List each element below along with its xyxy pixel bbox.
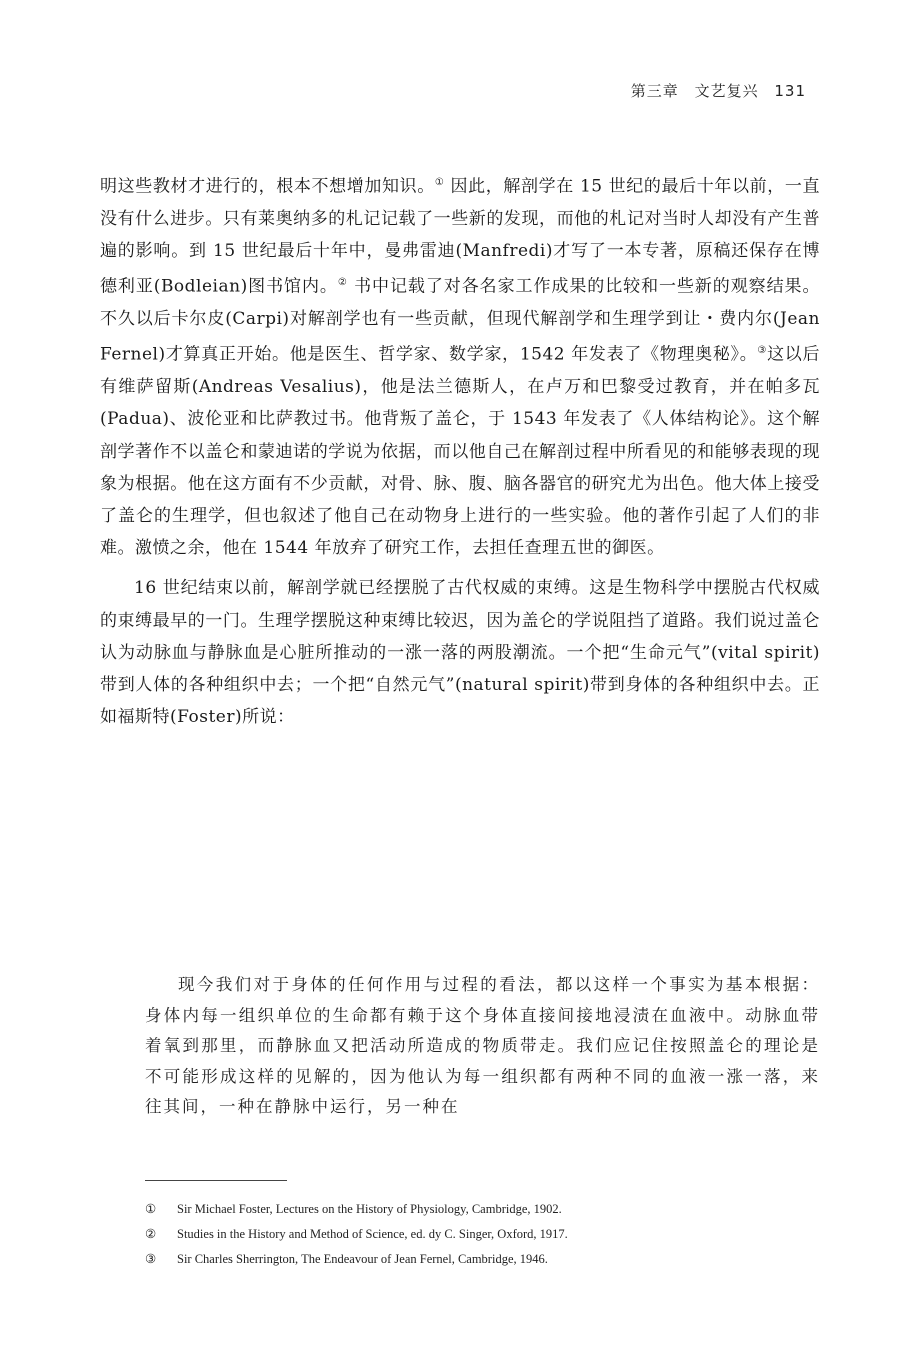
footnote-mark: ①: [145, 1202, 157, 1216]
footnotes: [145, 1197, 820, 1272]
footnote-text: Sir Charles Sherrington, The Endeavour of Jean Fernel, Cambridge, 1946.: [177, 1252, 548, 1266]
chapter-label: 第三章: [630, 82, 679, 100]
footnote-2: [145, 1222, 820, 1247]
quote-text: 现今我们对于身体的任何作用与过程的看法，都以这样一个事实为基本根据：身体内每一组织单位的生命都有赖于这个身体直接间接地浸渍在血液中。动脉血带着氧到那里，而静脉血又把活动所造成的物质带走。我们应记住按照盖仑的理论是不可能形成这样的见解的，因为他认为每一组织都有两种不同的血液一涨一落，来往其间，一种在静脉中运行，另一种在: [145, 975, 820, 1116]
paragraph-2: 16 世纪结束以前，解剖学就已经摆脱了古代权威的束缚。这是生物科学中摆脱古代权威的束缚最早的一门。生理学摆脱这种束缚比较迟，因为盖仑的学说阻挡了道路。我们说过盖仑认为动脉血与静脉血是心脏所推动的一涨一落的两股潮流。一个把“生命元气”(vital spirit)带到人体的各种组织中去；一个把“自然元气”(natural spirit)带到身体的各种组织中去。正如福斯特(Foster)所说：: [100, 578, 820, 728]
footnote-divider: [145, 1180, 287, 1181]
footnote-text: Studies in the History and Method of Science, ed. dy C. Singer, Oxford, 1917.: [177, 1227, 568, 1241]
main-text: [100, 167, 820, 733]
paragraph-1-text-b: 因此，解剖学在 15 世纪的最后十年以前，一直没有什么进步。只有莱奥纳多的札记记载了一些新的发现，而他的札记对当时人却没有产生普遍的影响。到 15 世纪最后十年中，曼弗雷迪(Manfredi)才写了一本专著，原稿还保存在博德利亚(Bodleian)图书馆内。: [100, 176, 820, 297]
running-header: [621, 80, 806, 101]
footnote-ref-3: ③: [757, 345, 768, 357]
footnote-mark: ③: [145, 1252, 157, 1266]
paragraph-1-text-a: 明这些教材才进行的，根本不想增加知识。: [100, 176, 435, 197]
block-quote: [145, 970, 820, 1123]
paragraph-1: [100, 167, 820, 564]
page-number: 131: [774, 82, 806, 100]
paragraph-1-text-d: 这以后有维萨留斯(Andreas Vesalius)，他是法兰德斯人，在卢万和巴黎受过教育，并在帕多瓦(Padua)、波伦亚和比萨教过书。他背叛了盖仑，于 1543 年发表了《人体结构论》。这个解剖学著作不以盖仑和蒙迪诺的学说为依据，而以他自己在解剖过程中所看见的和能够表现的现象为根据。他在这方面有不少贡献，对骨、脉、腹、脑各器官的研究尤为出色。他大体上接受了盖仑的生理学，但也叙述了他自己在动物身上进行的一些实验。他的著作引起了人们的非难。激愤之余，他在 1544 年放弃了研究工作，去担任查理五世的御医。: [100, 344, 820, 559]
section-label: 文艺复兴: [694, 82, 759, 100]
footnote-ref-2: ②: [337, 277, 348, 289]
footnote-mark: ②: [145, 1227, 157, 1241]
footnote-1: [145, 1197, 820, 1222]
footnote-text: Sir Michael Foster, Lectures on the History of Physiology, Cambridge, 1902.: [177, 1202, 562, 1216]
footnote-3: [145, 1247, 820, 1272]
paragraph-1-text-c: 书中记载了对各名家工作成果的比较和一些新的观察结果。不久以后卡尔皮(Carpi)对解剖学也有一些贡献，但现代解剖学和生理学到让・费内尔(Jean Fernel)才算真正开始。他是医生、哲学家、数学家，1542 年发表了《物理奥秘》。: [100, 276, 820, 365]
footnote-ref-1: ①: [434, 177, 445, 188]
